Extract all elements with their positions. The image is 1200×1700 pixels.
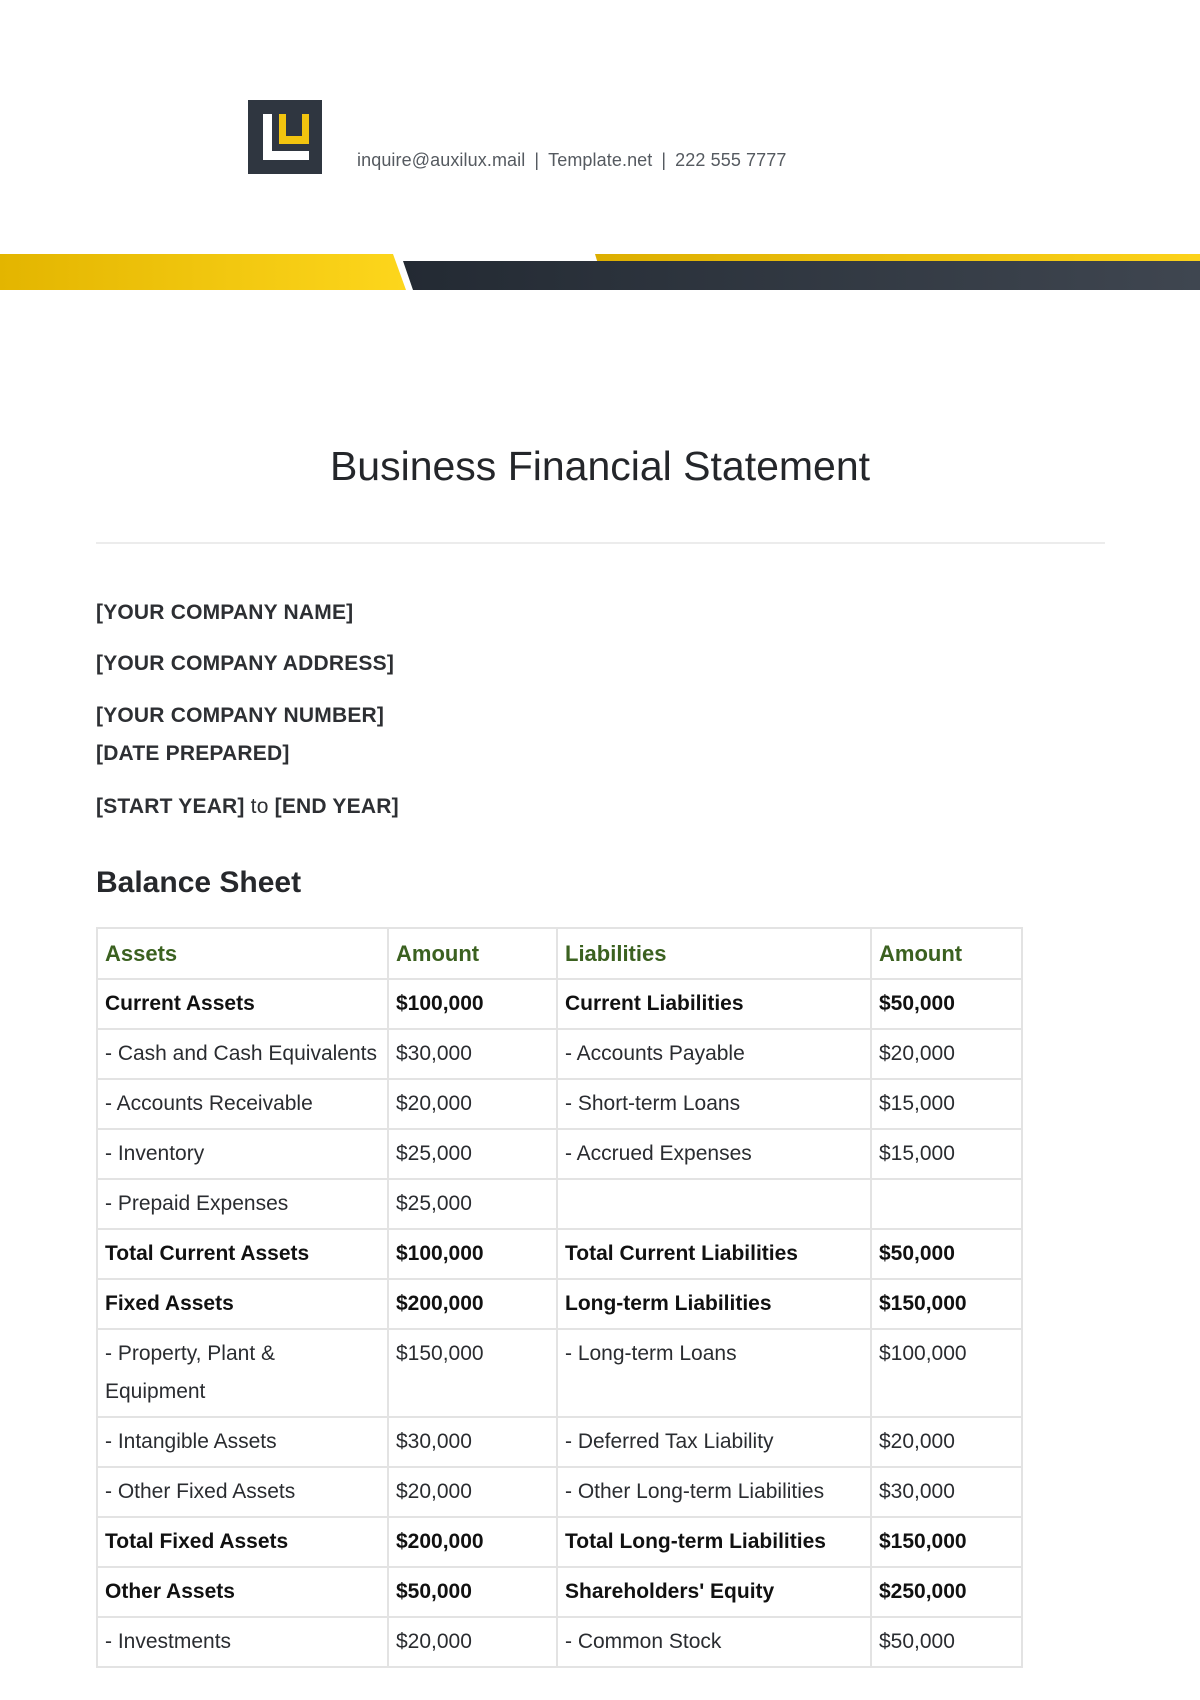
column-header-amount: Amount (871, 928, 1022, 979)
table-row (97, 1029, 1022, 1079)
liability-amount: $150,000 (871, 1279, 1022, 1329)
asset-amount: $25,000 (388, 1129, 557, 1179)
liability-label: - Deferred Tax Liability (557, 1417, 871, 1467)
balance-sheet-heading: Balance Sheet (96, 866, 302, 899)
liability-amount: $20,000 (871, 1029, 1022, 1079)
liability-label: - Accrued Expenses (557, 1129, 871, 1179)
liability-label: - Accounts Payable (557, 1029, 871, 1079)
liability-label: Total Current Liabilities (557, 1229, 871, 1279)
table-row (97, 1329, 1022, 1417)
liability-amount (871, 1179, 1022, 1229)
contact-phone: 222 555 7777 (675, 150, 787, 170)
column-header-liabilities: Liabilities (557, 928, 871, 979)
asset-label: - Intangible Assets (97, 1417, 388, 1467)
liability-amount: $20,000 (871, 1417, 1022, 1467)
liability-amount: $250,000 (871, 1567, 1022, 1617)
asset-amount: $20,000 (388, 1079, 557, 1129)
table-row-section (97, 979, 1022, 1029)
liability-amount: $50,000 (871, 979, 1022, 1029)
liability-label: Current Liabilities (557, 979, 871, 1029)
company-address: [YOUR COMPANY ADDRESS] (96, 652, 395, 675)
liability-label (557, 1179, 871, 1229)
asset-label: Total Current Assets (97, 1229, 388, 1279)
liability-amount: $30,000 (871, 1467, 1022, 1517)
asset-label: - Cash and Cash Equivalents (97, 1029, 388, 1079)
liability-label: - Short-term Loans (557, 1079, 871, 1129)
table-row-section (97, 1567, 1022, 1617)
asset-amount: $30,000 (388, 1029, 557, 1079)
liability-amount: $50,000 (871, 1617, 1022, 1667)
table-row-section (97, 1517, 1022, 1567)
table-row (97, 1467, 1022, 1517)
table-row (97, 1179, 1022, 1229)
asset-amount: $100,000 (388, 1229, 557, 1279)
contact-website[interactable]: Template.net (548, 150, 653, 170)
asset-amount: $50,000 (388, 1567, 557, 1617)
asset-label: - Inventory (97, 1129, 388, 1179)
company-name: [YOUR COMPANY NAME] (96, 601, 354, 624)
logo-letter-l-horizontal (263, 151, 309, 160)
contact-line (357, 150, 786, 171)
table-row-section (97, 1279, 1022, 1329)
asset-label: Fixed Assets (97, 1279, 388, 1329)
liability-label: - Long-term Loans (557, 1329, 871, 1417)
liability-label: - Other Long-term Liabilities (557, 1467, 871, 1517)
contact-separator: | (661, 150, 667, 170)
column-header-assets: Assets (97, 928, 388, 979)
liability-amount: $150,000 (871, 1517, 1022, 1567)
reporting-period (96, 795, 399, 819)
table-row-section (97, 1229, 1022, 1279)
liability-label: - Common Stock (557, 1617, 871, 1667)
liability-label: Long-term Liabilities (557, 1279, 871, 1329)
asset-amount: $25,000 (388, 1179, 557, 1229)
asset-amount: $200,000 (388, 1279, 557, 1329)
asset-label: Total Fixed Assets (97, 1517, 388, 1567)
date-prepared: [DATE PREPARED] (96, 742, 290, 765)
asset-label: - Accounts Receivable (97, 1079, 388, 1129)
asset-amount: $20,000 (388, 1617, 557, 1667)
end-year: [END YEAR] (274, 795, 399, 818)
asset-amount: $100,000 (388, 979, 557, 1029)
asset-amount: $200,000 (388, 1517, 557, 1567)
company-number: [YOUR COMPANY NUMBER] (96, 704, 385, 727)
header-stripe-yellow-left (0, 254, 406, 290)
table-row (97, 1417, 1022, 1467)
document-title: Business Financial Statement (329, 443, 871, 489)
contact-separator: | (534, 150, 540, 170)
liability-amount: $50,000 (871, 1229, 1022, 1279)
asset-label: - Property, Plant & Equipment (97, 1329, 388, 1417)
period-connector: to (250, 795, 269, 818)
asset-label: Other Assets (97, 1567, 388, 1617)
asset-label: Current Assets (97, 979, 388, 1029)
balance-sheet-table (96, 927, 1023, 1668)
table-row (97, 1079, 1022, 1129)
liability-label: Shareholders' Equity (557, 1567, 871, 1617)
asset-amount: $30,000 (388, 1417, 557, 1467)
column-header-amount: Amount (388, 928, 557, 979)
asset-amount: $150,000 (388, 1329, 557, 1417)
table-row (97, 1129, 1022, 1179)
table-header-row (97, 928, 1022, 979)
asset-label: - Prepaid Expenses (97, 1179, 388, 1229)
asset-label: - Investments (97, 1617, 388, 1667)
asset-label: - Other Fixed Assets (97, 1467, 388, 1517)
liability-label: Total Long-term Liabilities (557, 1517, 871, 1567)
contact-email[interactable]: inquire@auxilux.mail (357, 150, 526, 170)
logo-letter-u-inner (286, 114, 302, 136)
title-divider (96, 542, 1105, 544)
asset-amount: $20,000 (388, 1467, 557, 1517)
header-stripe-dark (403, 261, 1200, 290)
liability-amount: $100,000 (871, 1329, 1022, 1417)
start-year: [START YEAR] (96, 795, 245, 818)
table-row (97, 1617, 1022, 1667)
liability-amount: $15,000 (871, 1129, 1022, 1179)
liability-amount: $15,000 (871, 1079, 1022, 1129)
company-logo (248, 100, 322, 174)
